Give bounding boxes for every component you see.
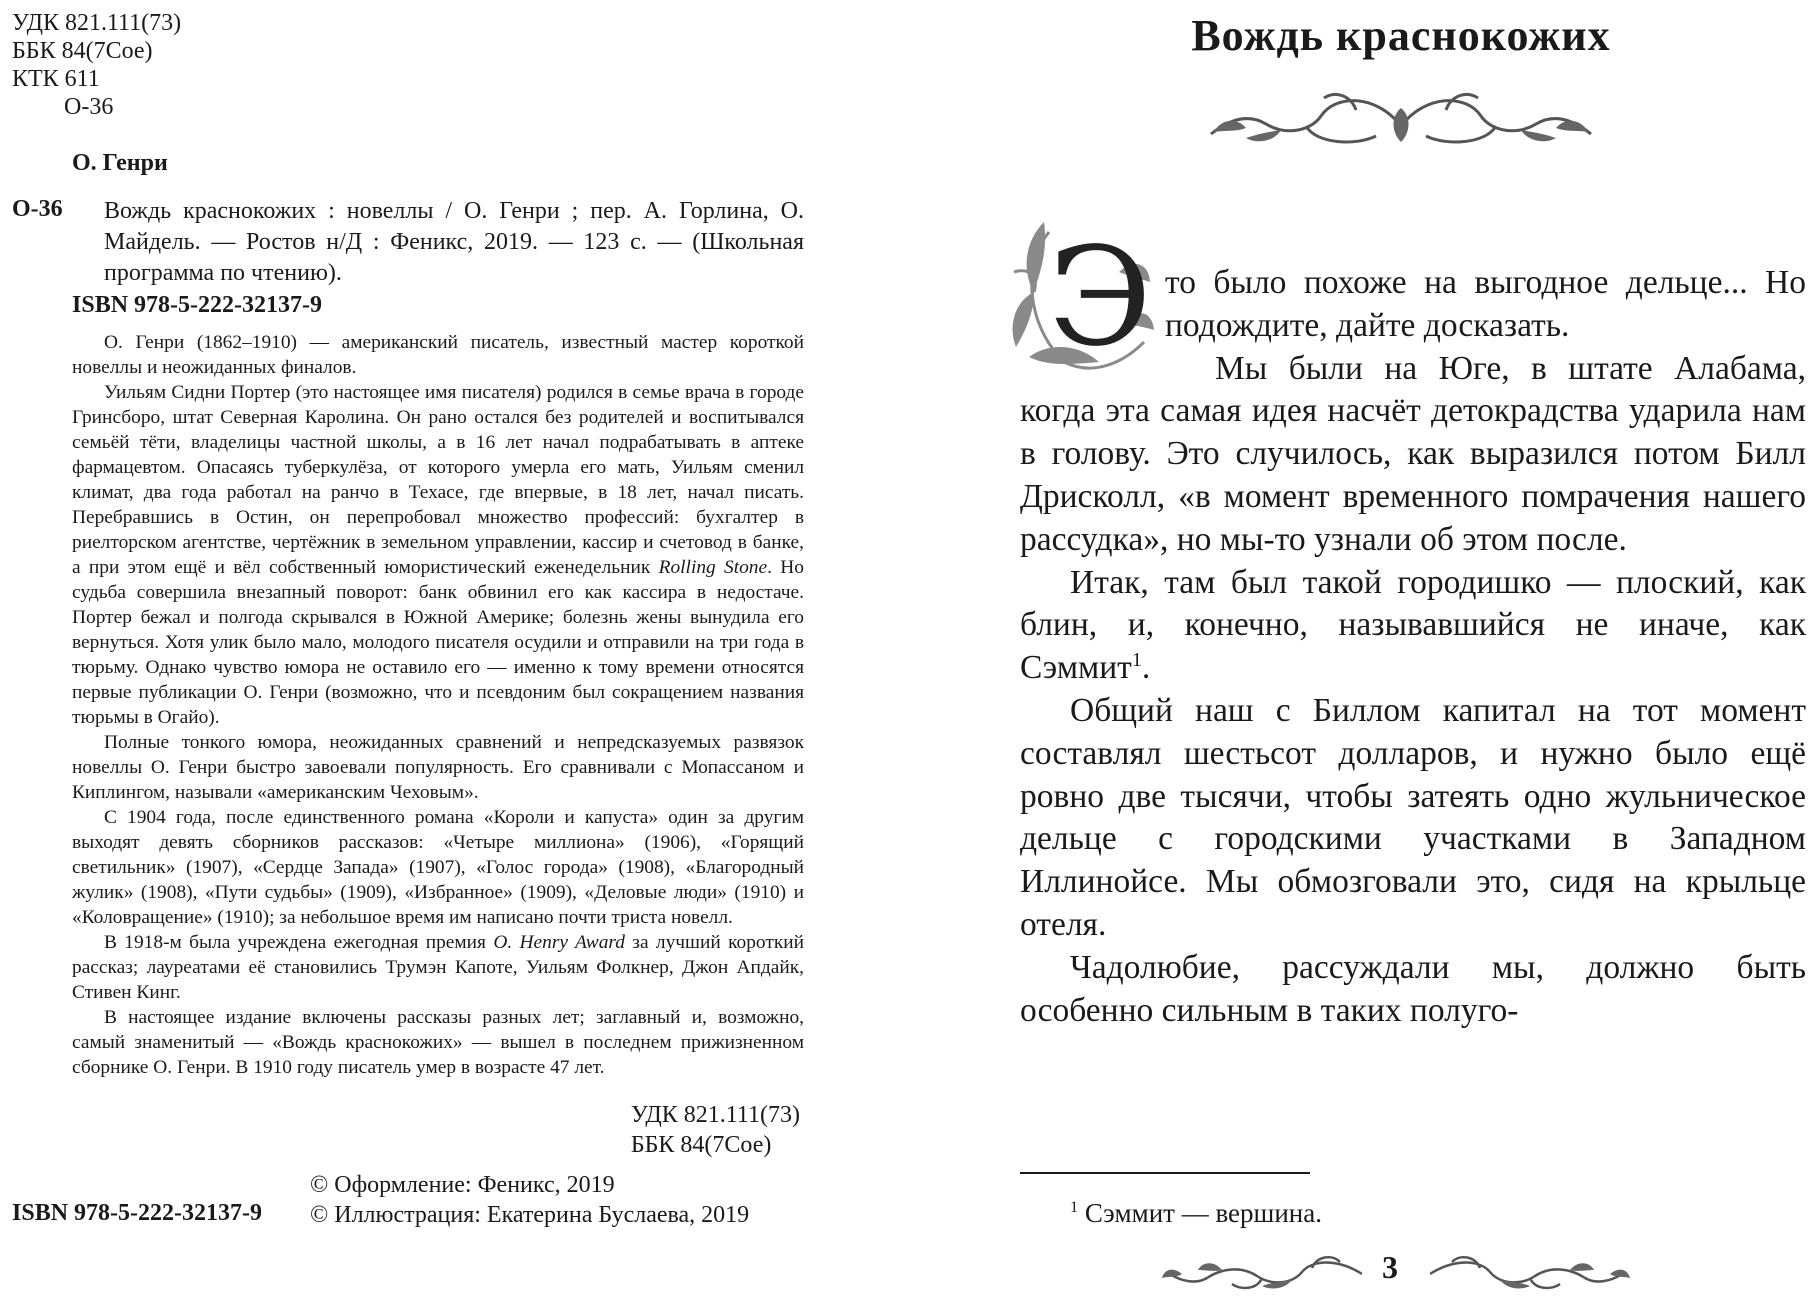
title-ornament-icon [1206,86,1596,152]
story-paragraph: Мы были на Юге, в штате Алабама, когда эта самая идея насчёт детокрадства ударила нам в голову. Это случилось, как выразился потом Билл Дрисколл, «в момент временного помрачения нашего рассудка», но мы-то узнали об этом после. [1020,349,1806,558]
drop-cap-letter: Э [1048,219,1153,377]
abstract-paragraph: Уильям Сидни Портер (это настоящее имя писателя) родился в семье врача в городе Гринсборо, штат Северная Каролина. Он рано остался без родителей и воспитывался семьёй тёти, владелицы частной школы, а в 16 лет начал подрабатывать в аптеке фармацевтом. Опасаясь туберкулёза, от которого умерла его мать, Уильям сменил климат, два года работал на ранчо в Техасе, где впервые, в 18 лет, начал писать. Перебравшись в Остин, он перепробовал множество профессий: бухгалтер в риелторском агентстве, чертёжник в земельном управлении, кассир и счетовод в банке, а при этом ещё и вёл собственный юмористический еженедельник Rolling Stone. Но судьба совершила внезапный поворот: банк обвинил его как кассира в недостаче. Портер бежал и полгода скрывался в Южной Америке; болезнь жены вынудила его вернуться. Хотя улик было мало, молодого писателя осудили и отправили на три года в тюрьму. Однако чувство юмора не оставило его — именно к тому времени относятся первые публикации О. Генри (возможно, что и псевдоним был сокращением названия тюрьмы в Огайо). [72,382,804,728]
copyright-line: © Иллюстрация: Екатерина Буслаева, 2019 [310,1202,750,1228]
author-sign: О-36 [64,94,114,120]
footnote-text: Сэммит — вершина. [1084,1198,1322,1228]
page-number-ornament-icon [1430,1250,1630,1292]
copyright-line: © Оформление: Феникс, 2019 [310,1172,615,1198]
footnote [1070,1198,1322,1229]
udc-code-bottom: УДК 821.111(73) [630,1102,800,1128]
footnote-reference: 1 [1131,649,1142,672]
magazine-title: Rolling Stone [658,557,768,578]
story-paragraph: то было похоже на выгодное дельце... Но подождите, дайте досказать. [1165,264,1806,344]
story-text [1020,262,1806,1032]
page-number: 3 [1382,1249,1398,1285]
abstract-paragraph: О. Генри (1862–1910) — американский писатель, известный мастер короткой новеллы и неожиданных финалов. [72,332,804,378]
copyrights [310,1170,749,1230]
left-page-imprint [0,0,840,1308]
footnote-divider [1020,1172,1310,1174]
award-name: O. Henry Award [493,932,625,953]
abstract-paragraph: С 1904 года, после единственного романа «Короли и капуста» один за другим выходят девять сборников рассказов: «Четыре миллиона» (1906), «Горящий светильник» (1907), «Сердце Запада» (1907), «Голос города» (1908), «Благородный жулик» (1908), «Пути судьбы» (1909), «Избранное» (1909), «Деловые люди» (1910) и «Коловращение» (1910); за небольшое время им написано почти триста новелл. [72,807,804,928]
entry-code: О-36 [12,196,63,222]
classification-codes [631,1100,800,1160]
story-paragraph: Итак, там был такой городишко — плоский, как блин, и, конечно, называвшийся не иначе, как Сэммит$^1$. [1020,563,1806,687]
story-paragraph: Чадолюбие, рассуждали мы, должно быть особенно сильным в таких полуго- [1020,948,1806,1029]
abstract-paragraph: В настоящее издание включены рассказы разных лет; заглавный и, возможно, самый знаменитый — «Вождь краснокожих» — вышел в последнем прижизненном сборнике О. Генри. В 1910 году писатель умер в возрасте 47 лет. [72,1007,804,1078]
right-page-story [990,0,1812,1308]
bbk-code-bottom: ББК 84(7Сое) [630,1132,772,1158]
bibliographic-entry: Вождь краснокожих : новеллы / О. Генри ; пер. А. Горлина, О. Майдель. — Ростов н/Д : Феникс, 2019. — 123 с. — (Школьная программа по чтению). [104,198,804,286]
abstract-paragraph: Полные тонкого юмора, неожиданных сравнений и непредсказуемых развязок новеллы О. Генри быстро завоевали популярность. Его сравнивали с Мопассаном и Киплингом, называли «американским Чеховым». [72,732,804,803]
isbn-bottom: ISBN 978-5-222-32137-9 [12,1200,262,1226]
isbn: ISBN 978-5-222-32137-9 [72,292,322,318]
bbk-code: ББК 84(7Сое) [12,38,153,64]
abstract [72,330,804,1080]
story-title: Вождь краснокожих [1191,11,1611,60]
ktk-code: КТК 611 [12,66,100,92]
author-name: О. Генри [72,150,168,176]
footnote-mark: 1 [1070,1198,1079,1216]
story-paragraph: Общий наш с Биллом капитал на тот момент составлял шестьсот долларов, и нужно было ещё ровно две тысячи, чтобы затеять одно жульническое дельце с городскими участками в Западном Иллинойсе. Мы обмозговали это, сидя на крыльце отеля. [1020,691,1806,943]
page-number-ornament-icon [1162,1250,1362,1292]
abstract-paragraph: В 1918-м была учреждена ежегодная премия O. Henry Award за лучший короткий рассказ; лауреатами её становились Трумэн Капоте, Уильям Фолкнер, Джон Апдайк, Стивен Кинг. [72,932,804,1003]
udc-code: УДК 821.111(73) [12,10,182,36]
